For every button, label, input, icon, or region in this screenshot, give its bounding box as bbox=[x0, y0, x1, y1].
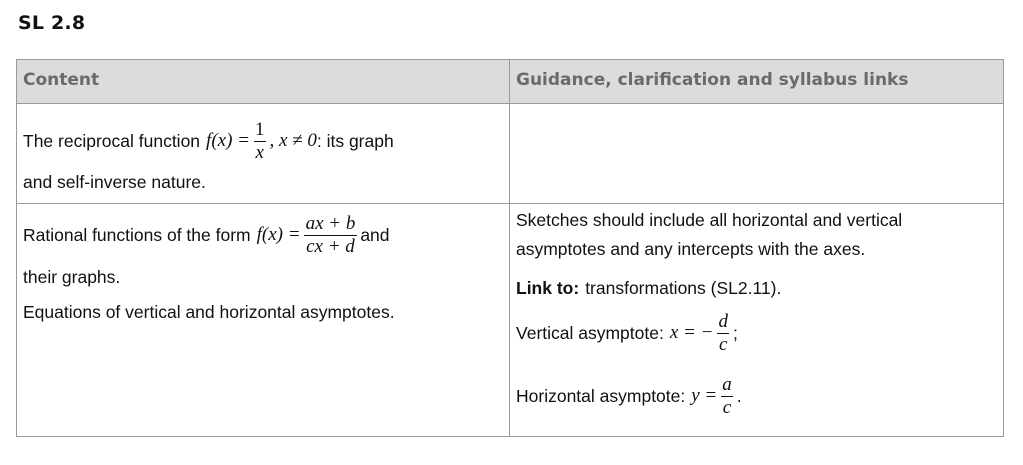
syllabus-table bbox=[16, 59, 1004, 437]
vertical-asymptote-expression: x = − bbox=[669, 322, 714, 344]
horizontal-asymptote-label: Horizontal asymptote: bbox=[516, 385, 686, 406]
punctuation: ; bbox=[732, 322, 738, 343]
content-text: The reciprocal function bbox=[23, 130, 201, 151]
vertical-asymptote-label: Vertical asymptote: bbox=[516, 322, 664, 343]
fraction-numerator: a bbox=[722, 374, 732, 395]
header-cell-content bbox=[17, 60, 510, 103]
content-cell bbox=[17, 204, 510, 437]
function-expression: f(x) = bbox=[206, 130, 250, 152]
table-header-row bbox=[17, 60, 1003, 104]
guidance-cell bbox=[510, 204, 1003, 437]
section-title: SL 2.8 bbox=[18, 12, 86, 34]
link-line bbox=[516, 278, 781, 299]
table-row bbox=[17, 104, 1003, 204]
horizontal-asymptote-line bbox=[516, 375, 742, 418]
function-expression: f(x) = bbox=[256, 224, 301, 246]
content-line: and self-inverse nature. bbox=[23, 172, 206, 192]
fraction-denominator: c bbox=[722, 396, 732, 418]
horizontal-asymptote-expression: y = bbox=[691, 385, 718, 407]
guidance-line: Sketches should include all horizontal and vertical bbox=[516, 210, 903, 230]
content-line: their graphs. bbox=[23, 267, 121, 287]
table-row bbox=[17, 204, 1003, 437]
content-line bbox=[23, 120, 394, 163]
fraction-denominator: c bbox=[718, 333, 728, 355]
fraction bbox=[716, 312, 730, 355]
content-cell bbox=[17, 104, 510, 203]
content-text-tail: and bbox=[360, 224, 390, 245]
fraction-numerator: d bbox=[718, 311, 728, 332]
fraction-numerator: 1 bbox=[254, 119, 265, 140]
fraction-numerator: ax + b bbox=[305, 213, 356, 234]
header-cell-guidance bbox=[510, 60, 1003, 103]
punctuation: . bbox=[736, 385, 742, 406]
content-line: Equations of vertical and horizontal asymptotes. bbox=[23, 302, 395, 322]
fraction-denominator: x bbox=[255, 141, 264, 163]
content-text-tail: : its graph bbox=[316, 130, 394, 151]
guidance-cell bbox=[510, 104, 1003, 203]
fraction bbox=[304, 214, 358, 257]
header-guidance: Guidance, clarification and syllabus links bbox=[516, 70, 909, 90]
fraction bbox=[253, 120, 267, 163]
link-label: Link to: bbox=[516, 278, 580, 298]
fraction bbox=[720, 375, 734, 418]
header-content: Content bbox=[23, 70, 100, 90]
vertical-asymptote-line bbox=[516, 312, 738, 355]
content-line bbox=[23, 214, 390, 257]
fraction-denominator: cx + d bbox=[306, 235, 355, 257]
guidance-line: asymptotes and any intercepts with the axes. bbox=[516, 239, 866, 259]
domain-condition: , x ≠ 0 bbox=[269, 130, 317, 152]
link-text: transformations (SL2.11). bbox=[585, 278, 782, 298]
content-text: Rational functions of the form bbox=[23, 224, 251, 245]
